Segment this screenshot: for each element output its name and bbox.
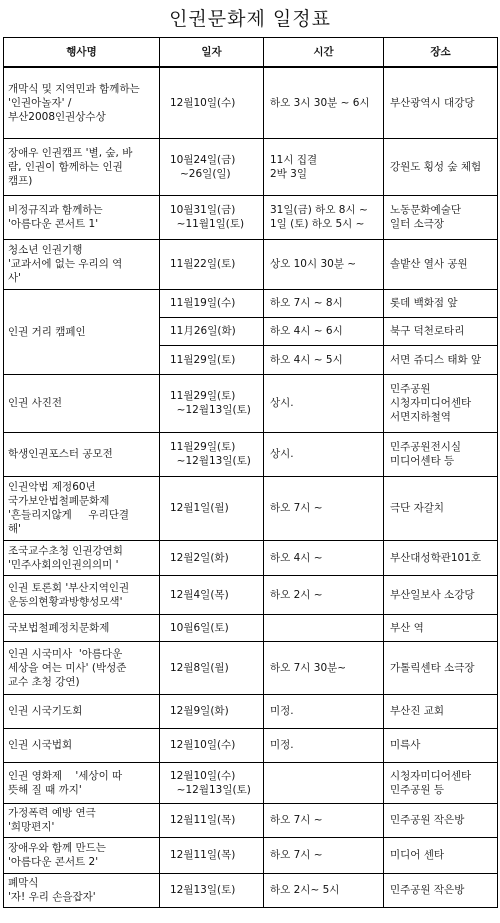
event-name-cell-line: '교과서에 없는 우리의 역 <box>8 258 123 270</box>
event-name-cell-line: '자! 우리 손을잡자' <box>8 891 96 903</box>
table-row <box>4 289 498 317</box>
event-name-cell-line: 람, 인권이 함께하는 인권 <box>8 160 123 173</box>
place-cell-line: 극단 자갈치 <box>390 502 445 514</box>
table-row <box>4 837 498 873</box>
place-cell-line: 북구 덕천로타리 <box>390 325 465 337</box>
date-cell-line: ~12월13일(토) <box>170 783 251 796</box>
date-cell-line: 12월11일(목) <box>170 814 236 826</box>
time-cell-line: 상오 10시 30분 ~ <box>270 258 357 270</box>
date-cell <box>160 762 264 803</box>
event-name-cell <box>4 476 160 540</box>
date-cell-line: 12월11일(목) <box>170 849 236 861</box>
place-cell <box>384 837 498 873</box>
place-cell <box>384 239 498 289</box>
date-cell-line: 12월2일(화) <box>170 551 229 564</box>
place-cell <box>384 345 498 374</box>
time-cell-line: 하오 7시 ~ 8시 <box>270 297 343 309</box>
event-name-cell-line: '아름다운 콘서트 2' <box>8 856 99 868</box>
event-name-cell-line: '아름다운 콘서트 1' <box>8 218 99 230</box>
event-name-cell-line: 뜻해 질 때 까지' <box>8 783 82 796</box>
event-name-cell-line: 국가보안법철폐문화제 <box>8 495 110 507</box>
time-cell-line: 2박 3일 <box>270 167 307 180</box>
date-cell-line: ~26일(일) <box>170 167 231 180</box>
event-name-cell <box>4 138 160 195</box>
place-cell-line: 시청자미디어센타 <box>390 769 472 782</box>
place-cell <box>384 374 498 432</box>
place-cell <box>384 873 498 907</box>
event-name-cell-line: 교수 초청 강연) <box>8 675 80 688</box>
place-cell <box>384 317 498 345</box>
place-cell <box>384 289 498 317</box>
event-name-cell-line: 인권 거리 캠페인 <box>8 325 86 338</box>
time-cell-line: 하오 2시 ~ <box>270 588 323 601</box>
event-name-cell <box>4 374 160 432</box>
time-cell <box>264 374 384 432</box>
date-cell-line: ~12월13일(토) <box>170 455 251 467</box>
time-cell-line: 하오 3시 30분 ~ 6시 <box>270 96 370 109</box>
date-cell <box>160 345 264 374</box>
event-name-cell-line: 부산2008인권상수상 <box>8 110 106 123</box>
place-cell-line: 가톨릭센타 소극장 <box>390 661 475 674</box>
table-row <box>4 432 498 476</box>
date-cell-line: 12월10일(수) <box>170 96 236 109</box>
time-cell <box>264 575 384 614</box>
time-cell <box>264 138 384 195</box>
table-row <box>4 728 498 762</box>
place-cell <box>384 614 498 641</box>
place-cell <box>384 728 498 762</box>
place-cell-line: 서면 쥬디스 태화 앞 <box>390 353 482 366</box>
header-row <box>4 38 498 68</box>
event-name-cell-line: 인권 사진전 <box>8 397 63 409</box>
table-row <box>4 195 498 239</box>
table-row <box>4 540 498 575</box>
table-row <box>4 138 498 195</box>
event-name-cell-line: 청소년 인권기행 <box>8 244 83 256</box>
place-cell-line: 민주공원 등 <box>390 783 445 796</box>
date-cell-line: 12월9일(화) <box>170 705 229 717</box>
date-cell <box>160 614 264 641</box>
header-time: 시간 <box>264 38 384 68</box>
time-cell-line: 상시. <box>270 397 294 409</box>
event-name-cell <box>4 67 160 138</box>
event-name-cell <box>4 694 160 728</box>
date-cell-line: ~11월1일(토) <box>170 218 245 230</box>
date-cell-line: 12월10일(수) <box>170 769 236 782</box>
place-cell-line: 노동문화예술단 <box>390 204 462 216</box>
time-cell <box>264 873 384 907</box>
time-cell-line: 하오 7시 ~ <box>270 502 323 514</box>
place-cell-line: 민주공원 <box>390 383 431 395</box>
event-name-cell <box>4 540 160 575</box>
date-cell-line: 10월6일(토) <box>170 621 229 634</box>
table-row <box>4 641 498 694</box>
event-name-cell <box>4 837 160 873</box>
place-cell <box>384 476 498 540</box>
table-row <box>4 67 498 138</box>
place-cell-line: 미륵사 <box>390 739 421 751</box>
event-name-cell-line: 인권 시국기도회 <box>8 705 83 717</box>
time-cell <box>264 195 384 239</box>
place-cell-line: 민주공원 작은방 <box>390 884 465 896</box>
time-cell <box>264 289 384 317</box>
date-cell-line: 11월29일(토) <box>170 441 236 453</box>
date-cell <box>160 432 264 476</box>
time-cell-line: 하오 7시 ~ <box>270 814 323 826</box>
schedule-table <box>3 37 498 908</box>
event-name-cell <box>4 239 160 289</box>
event-name-cell-line: '흔들리지않게 우리단결 <box>8 509 130 521</box>
event-name-cell <box>4 614 160 641</box>
header-place: 장소 <box>384 38 498 68</box>
place-cell-line: 부산일보사 소강당 <box>390 588 475 601</box>
time-cell <box>264 762 384 803</box>
time-cell-line: 11시 집결 <box>270 153 318 166</box>
event-name-cell <box>4 432 160 476</box>
event-name-cell-line: '인권아놀자' / <box>8 96 72 109</box>
time-cell <box>264 540 384 575</box>
event-name-cell-line: 인권 영화제 '세상이 따 <box>8 769 123 782</box>
time-cell-line: 하오 7시 30분~ <box>270 661 347 674</box>
table-row <box>4 762 498 803</box>
event-name-cell <box>4 195 160 239</box>
date-cell <box>160 67 264 138</box>
time-cell <box>264 803 384 837</box>
date-cell <box>160 694 264 728</box>
time-cell-line: 하오 4시 ~ <box>270 551 323 564</box>
place-cell-line: 부산 역 <box>390 621 424 634</box>
time-cell-line: 미정. <box>270 739 294 751</box>
time-cell-line: 상시. <box>270 448 294 460</box>
header-date: 일자 <box>160 38 264 68</box>
event-name-cell-line: 사' <box>8 272 22 284</box>
date-cell-line: 11월22일(토) <box>170 258 236 270</box>
event-name-cell-line: 운동의현황과방향성모색' <box>8 595 123 608</box>
time-cell <box>264 432 384 476</box>
event-name-cell-line: 조국교수초청 인권강연회 <box>8 544 123 557</box>
date-cell-line: 12월1일(월) <box>170 502 229 514</box>
place-cell-line: 미디어 센타 <box>390 849 445 861</box>
time-cell <box>264 239 384 289</box>
event-name-cell-line: 인권 토론회 '부산지역인권 <box>8 581 130 594</box>
place-cell <box>384 67 498 138</box>
event-name-cell-line: 캠프) <box>8 174 33 187</box>
table-row <box>4 575 498 614</box>
place-cell <box>384 762 498 803</box>
event-name-cell <box>4 728 160 762</box>
date-cell <box>160 803 264 837</box>
place-cell-line: 민주공원전시실 <box>390 441 462 453</box>
place-cell <box>384 641 498 694</box>
event-name-cell-line: 가정폭력 예방 연극 <box>8 807 96 819</box>
date-cell-line: 12월10일(수) <box>170 739 236 751</box>
event-name-cell <box>4 641 160 694</box>
date-cell <box>160 728 264 762</box>
place-cell <box>384 432 498 476</box>
place-cell-line: 강원도 횡성 숲 체험 <box>390 160 482 173</box>
event-name-cell-line: 인권악법 제정60년 <box>8 481 96 493</box>
event-name-cell <box>4 873 160 907</box>
date-cell <box>160 540 264 575</box>
time-cell-line: 하오 4시 ~ 6시 <box>270 325 343 337</box>
date-cell-line: 12월4일(목) <box>170 588 229 601</box>
date-cell <box>160 138 264 195</box>
event-name-cell-line: 개막식 및 지역민과 함께하는 <box>8 82 140 95</box>
event-name-cell-line: 세상을 여는 미사' (박성준 <box>8 661 127 674</box>
event-name-cell-line: 장애우 인권캠프 '별, 숲, 바 <box>8 146 133 159</box>
time-cell-line: 하오 7시 ~ <box>270 849 323 861</box>
time-cell-line: 1일 (토) 하오 5시 ~ <box>270 218 365 230</box>
date-cell <box>160 317 264 345</box>
time-cell-line: 하오 2시~ 5시 <box>270 884 340 896</box>
event-name-cell <box>4 289 160 374</box>
time-cell-line: 미정. <box>270 705 294 717</box>
time-cell <box>264 476 384 540</box>
time-cell <box>264 694 384 728</box>
date-cell <box>160 289 264 317</box>
place-cell <box>384 575 498 614</box>
place-cell-line: 부산진 교회 <box>390 705 445 717</box>
event-name-cell-line: 해' <box>8 523 22 535</box>
place-cell-line: 시청자미디어센타 <box>390 397 472 409</box>
time-cell <box>264 345 384 374</box>
table-row <box>4 239 498 289</box>
date-cell-line: 11월29일(토) <box>170 390 236 402</box>
table-row <box>4 694 498 728</box>
table-row <box>4 374 498 432</box>
event-name-cell-line: 인권 시국미사 '아름다운 <box>8 647 123 660</box>
schedule-body <box>4 67 498 907</box>
place-cell-line: 롯데 백화점 앞 <box>390 297 458 309</box>
place-cell-line: 서면지하철역 <box>390 411 451 423</box>
date-cell-line: 11月26일(화) <box>170 325 236 337</box>
document-title: 인권문화제 일정표 <box>169 8 331 30</box>
place-cell-line: 미디어센타 등 <box>390 455 455 467</box>
time-cell-line: 하오 4시 ~ 5시 <box>270 353 343 366</box>
time-cell-line: 31일(금) 하오 8시 ~ <box>270 204 368 216</box>
time-cell <box>264 728 384 762</box>
time-cell <box>264 67 384 138</box>
event-name-cell-line: '민주사회의인권의의미 ' <box>8 558 119 571</box>
place-cell-line: 일터 소극장 <box>390 218 445 230</box>
event-name-cell-line: 폐막식 <box>8 877 39 889</box>
event-name-cell-line: 비정규직과 함께하는 <box>8 204 103 216</box>
event-name-cell-line: 장애우와 함께 만드는 <box>8 842 106 854</box>
place-cell-line: 부산광역시 대강당 <box>390 96 475 109</box>
event-name-cell-line: 학생인권포스터 공모전 <box>8 448 113 460</box>
table-row <box>4 873 498 907</box>
date-cell-line: 11월29일(토) <box>170 353 236 366</box>
event-name-cell-line: 국보법철폐정치문화제 <box>8 621 110 634</box>
date-cell <box>160 641 264 694</box>
time-cell <box>264 837 384 873</box>
date-cell <box>160 476 264 540</box>
date-cell-line: 11월19일(수) <box>170 297 236 309</box>
table-row <box>4 614 498 641</box>
date-cell-line: 10월31일(금) <box>170 204 236 216</box>
date-cell-line: 12월8일(월) <box>170 661 229 674</box>
place-cell-line: 민주공원 작은방 <box>390 814 465 826</box>
table-row <box>4 476 498 540</box>
time-cell <box>264 614 384 641</box>
date-cell <box>160 873 264 907</box>
header-event: 행사명 <box>4 38 160 68</box>
date-cell-line: ~12월13일(토) <box>170 404 251 416</box>
event-name-cell <box>4 762 160 803</box>
date-cell-line: 12월13일(토) <box>170 884 236 896</box>
place-cell <box>384 540 498 575</box>
date-cell <box>160 837 264 873</box>
event-name-cell <box>4 803 160 837</box>
date-cell <box>160 239 264 289</box>
time-cell <box>264 317 384 345</box>
table-row <box>4 803 498 837</box>
date-cell <box>160 575 264 614</box>
place-cell <box>384 803 498 837</box>
event-name-cell <box>4 575 160 614</box>
date-cell <box>160 195 264 239</box>
date-cell <box>160 374 264 432</box>
place-cell <box>384 138 498 195</box>
place-cell <box>384 195 498 239</box>
event-name-cell-line: 인권 시국법회 <box>8 739 73 751</box>
time-cell <box>264 641 384 694</box>
place-cell-line: 솔밭산 열사 공원 <box>390 258 468 270</box>
place-cell <box>384 694 498 728</box>
event-name-cell-line: '희망편지' <box>8 821 55 833</box>
place-cell-line: 부산대성학관101호 <box>390 551 482 564</box>
date-cell-line: 10월24일(금) <box>170 153 236 166</box>
